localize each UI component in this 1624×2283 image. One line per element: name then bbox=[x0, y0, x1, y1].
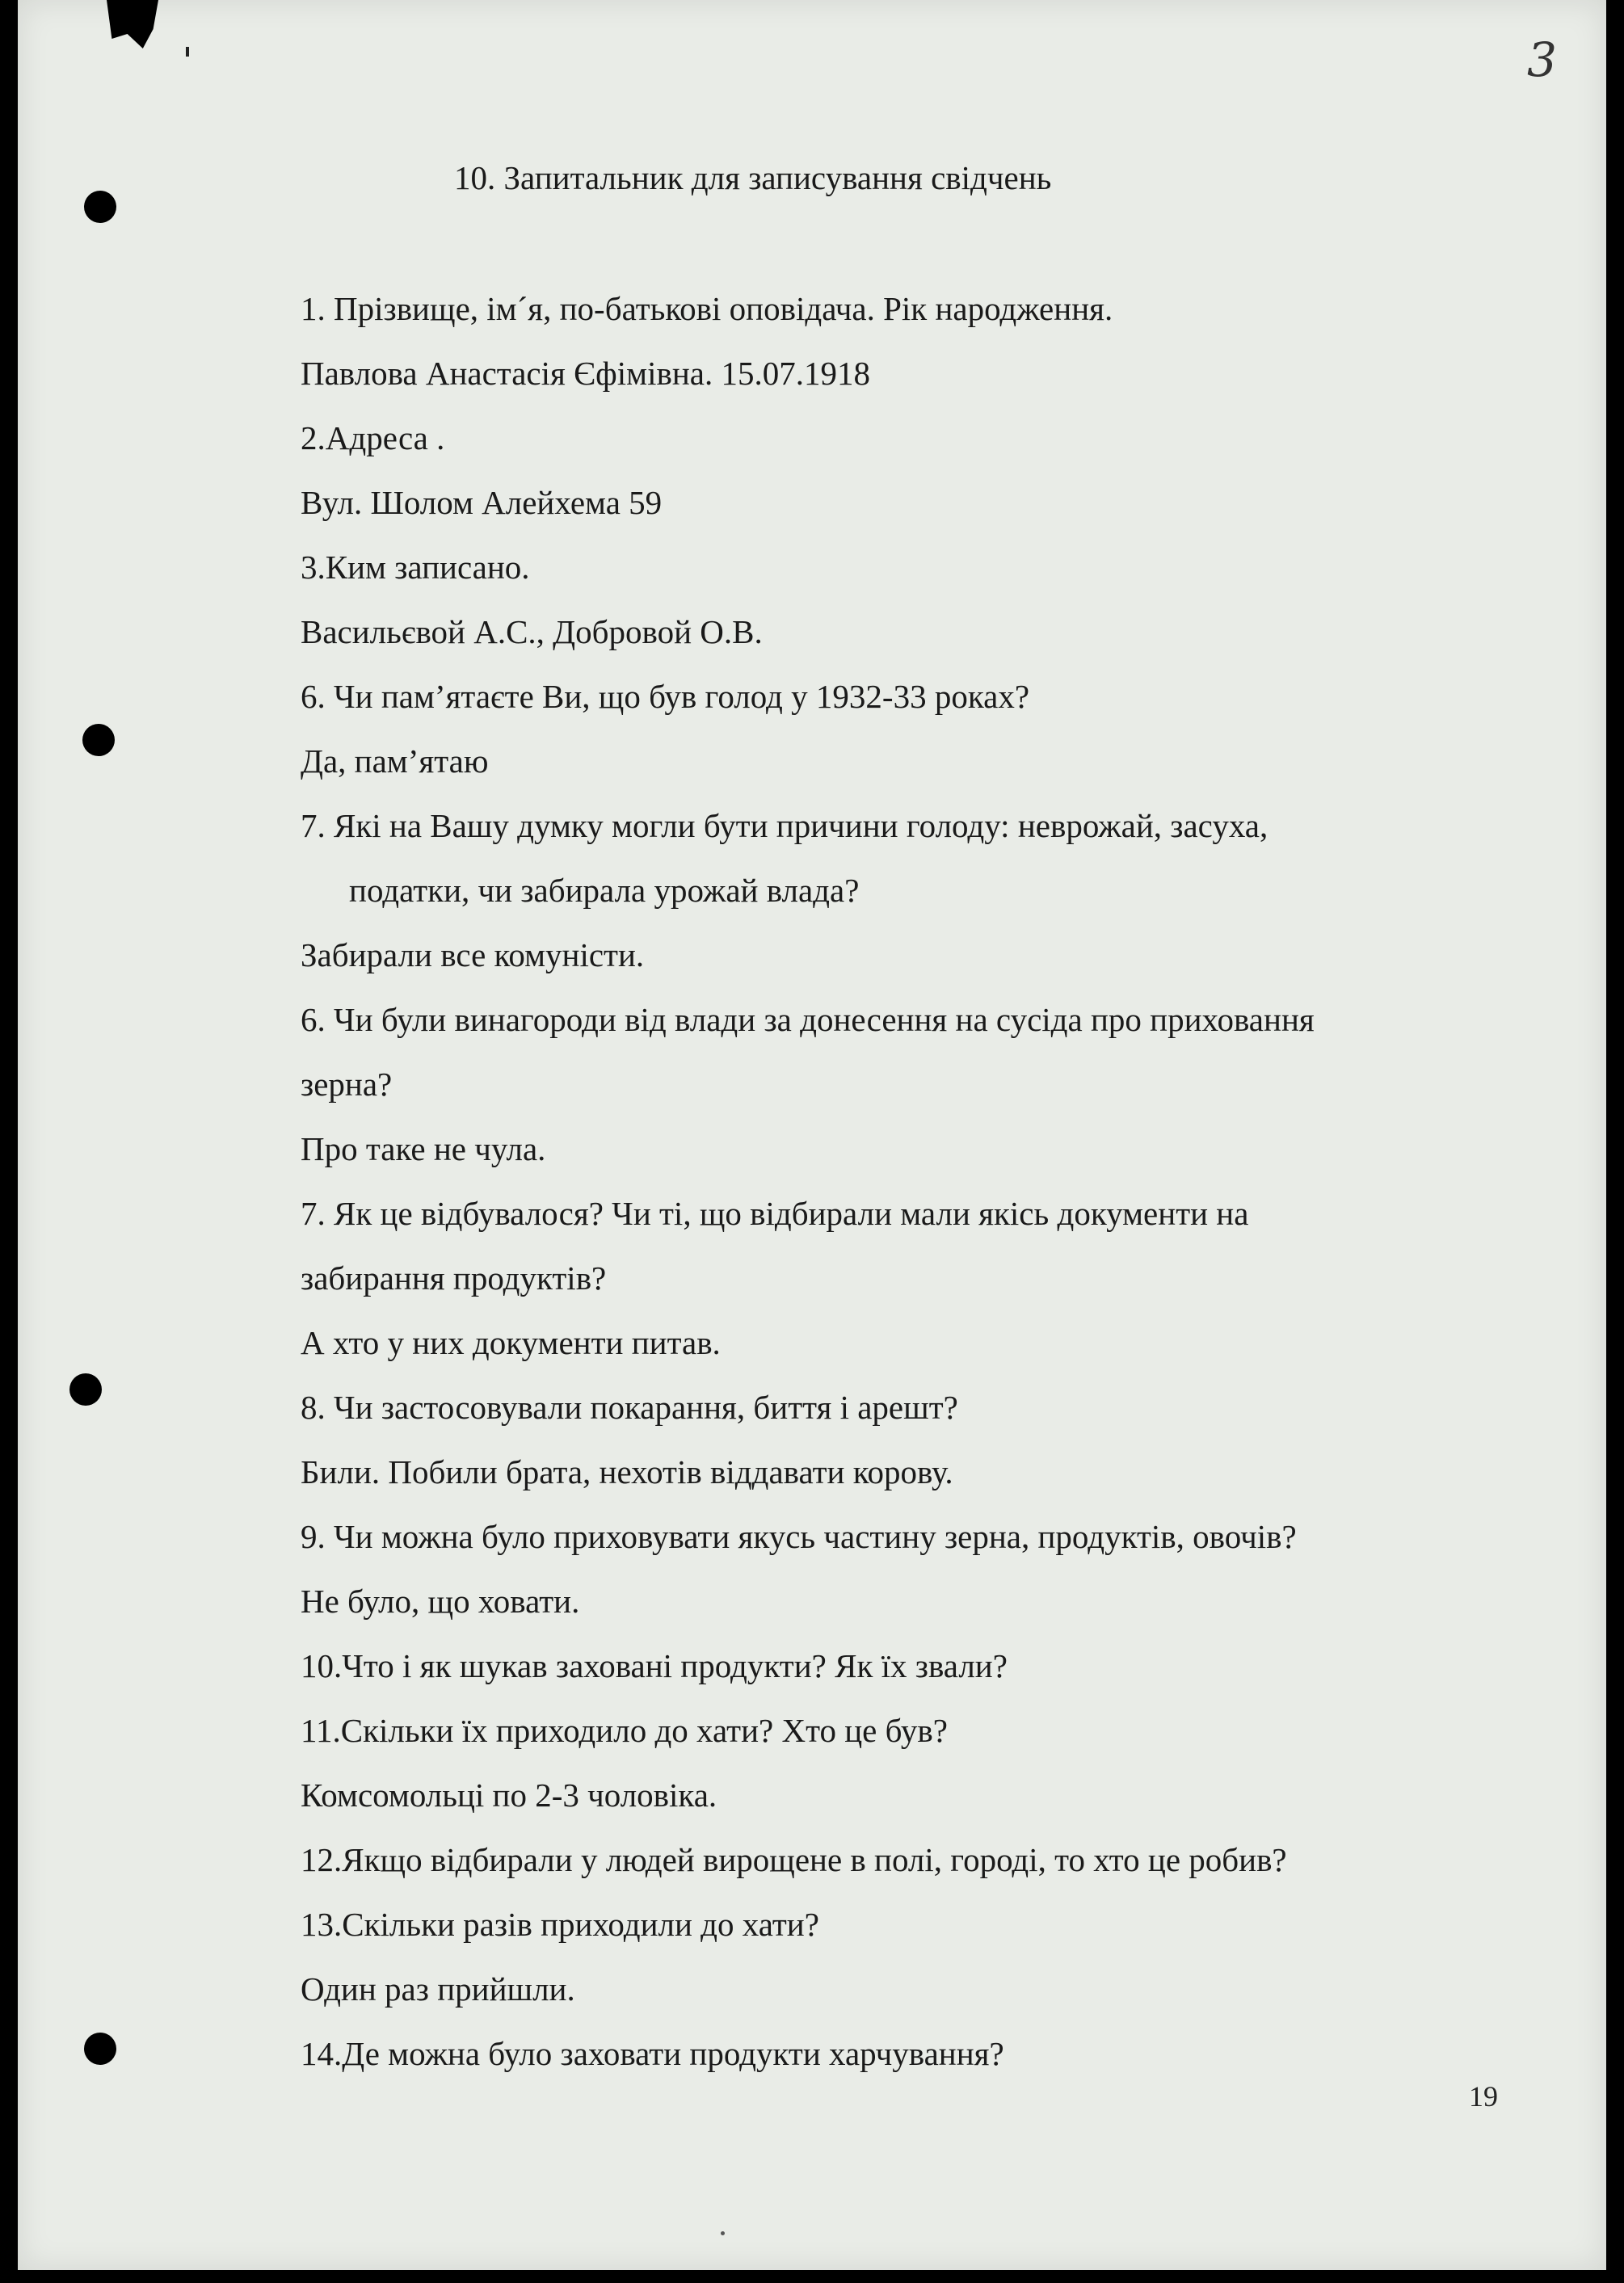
text-line: 3.Ким записано. bbox=[301, 549, 530, 586]
punch-hole bbox=[84, 2033, 116, 2065]
text-line: Вул. Шолом Алейхема 59 bbox=[301, 484, 663, 521]
document-page bbox=[18, 0, 1606, 2270]
text-line: забирання продуктів? bbox=[301, 1259, 607, 1297]
punch-hole bbox=[69, 1373, 102, 1406]
text-line: Забирали все комуністи. bbox=[301, 936, 645, 973]
text-line: 6. Чи пам’ятаєте Ви, що був голод у 1932-33 роках? bbox=[301, 678, 1030, 715]
text-line: зерна? bbox=[301, 1066, 393, 1103]
text-line: Били. Побили брата, нехотів віддавати корову. bbox=[301, 1453, 953, 1490]
text-line: Да, пам’ятаю bbox=[301, 742, 489, 780]
ink-dot bbox=[721, 2231, 725, 2235]
text-line: 2.Адреса . bbox=[301, 419, 445, 456]
text-line: 6. Чи були винагороди від влади за донесення на сусіда про приховання bbox=[301, 1001, 1315, 1038]
questionnaire-body bbox=[301, 284, 1315, 2094]
text-line: Один раз прийшли. bbox=[301, 1970, 575, 2008]
punch-hole bbox=[84, 191, 116, 223]
ink-mark bbox=[186, 47, 189, 57]
punch-hole bbox=[82, 724, 115, 756]
text-line: 12.Якщо відбирали у людей вирощене в полі, городі, то хто це робив? bbox=[301, 1841, 1287, 1878]
text-line: Не було, що ховати. bbox=[301, 1583, 580, 1620]
text-line: 7. Як це відбувалося? Чи ті, що відбирали мали якісь документи на bbox=[301, 1195, 1249, 1232]
text-line: 9. Чи можна було приховувати якусь частину зерна, продуктів, овочів? bbox=[301, 1518, 1297, 1555]
handwritten-page-number: 3 bbox=[1527, 32, 1557, 87]
text-line: 14.Де можна було заховати продукти харчування? bbox=[301, 2035, 1004, 2072]
document-title: 10. Запитальник для записування свідчень bbox=[454, 159, 1052, 196]
text-line: 11.Скільки їх приходило до хати? Хто це був? bbox=[301, 1712, 948, 1749]
corner-damage-mark bbox=[107, 0, 158, 48]
text-line: Комсомольці по 2-3 чоловіка. bbox=[301, 1776, 717, 1814]
text-line: Васильєвой А.С., Добровой О.В. bbox=[301, 613, 763, 650]
text-line: 1. Прізвище, ім´я, по-батькові оповідача. Рік народження. bbox=[301, 290, 1113, 327]
text-line: 7. Які на Вашу думку могли бути причини голоду: неврожай, засуха, bbox=[301, 807, 1268, 844]
text-line: Павлова Анастасія Єфімівна. 15.07.1918 bbox=[301, 355, 870, 392]
text-line: 10.Что і як шукав заховані продукти? Як їх звали? bbox=[301, 1647, 1008, 1684]
text-line: А хто у них документи питав. bbox=[301, 1324, 721, 1361]
text-line: 13.Скільки разів приходили до хати? bbox=[301, 1906, 819, 1943]
text-line: 8. Чи застосовували покарання, биття і арешт? bbox=[301, 1389, 958, 1426]
text-line: Про таке не чула. bbox=[301, 1130, 546, 1167]
text-line: податки, чи забирала урожай влада? bbox=[349, 872, 860, 909]
page-number: 19 bbox=[1469, 2080, 1498, 2113]
